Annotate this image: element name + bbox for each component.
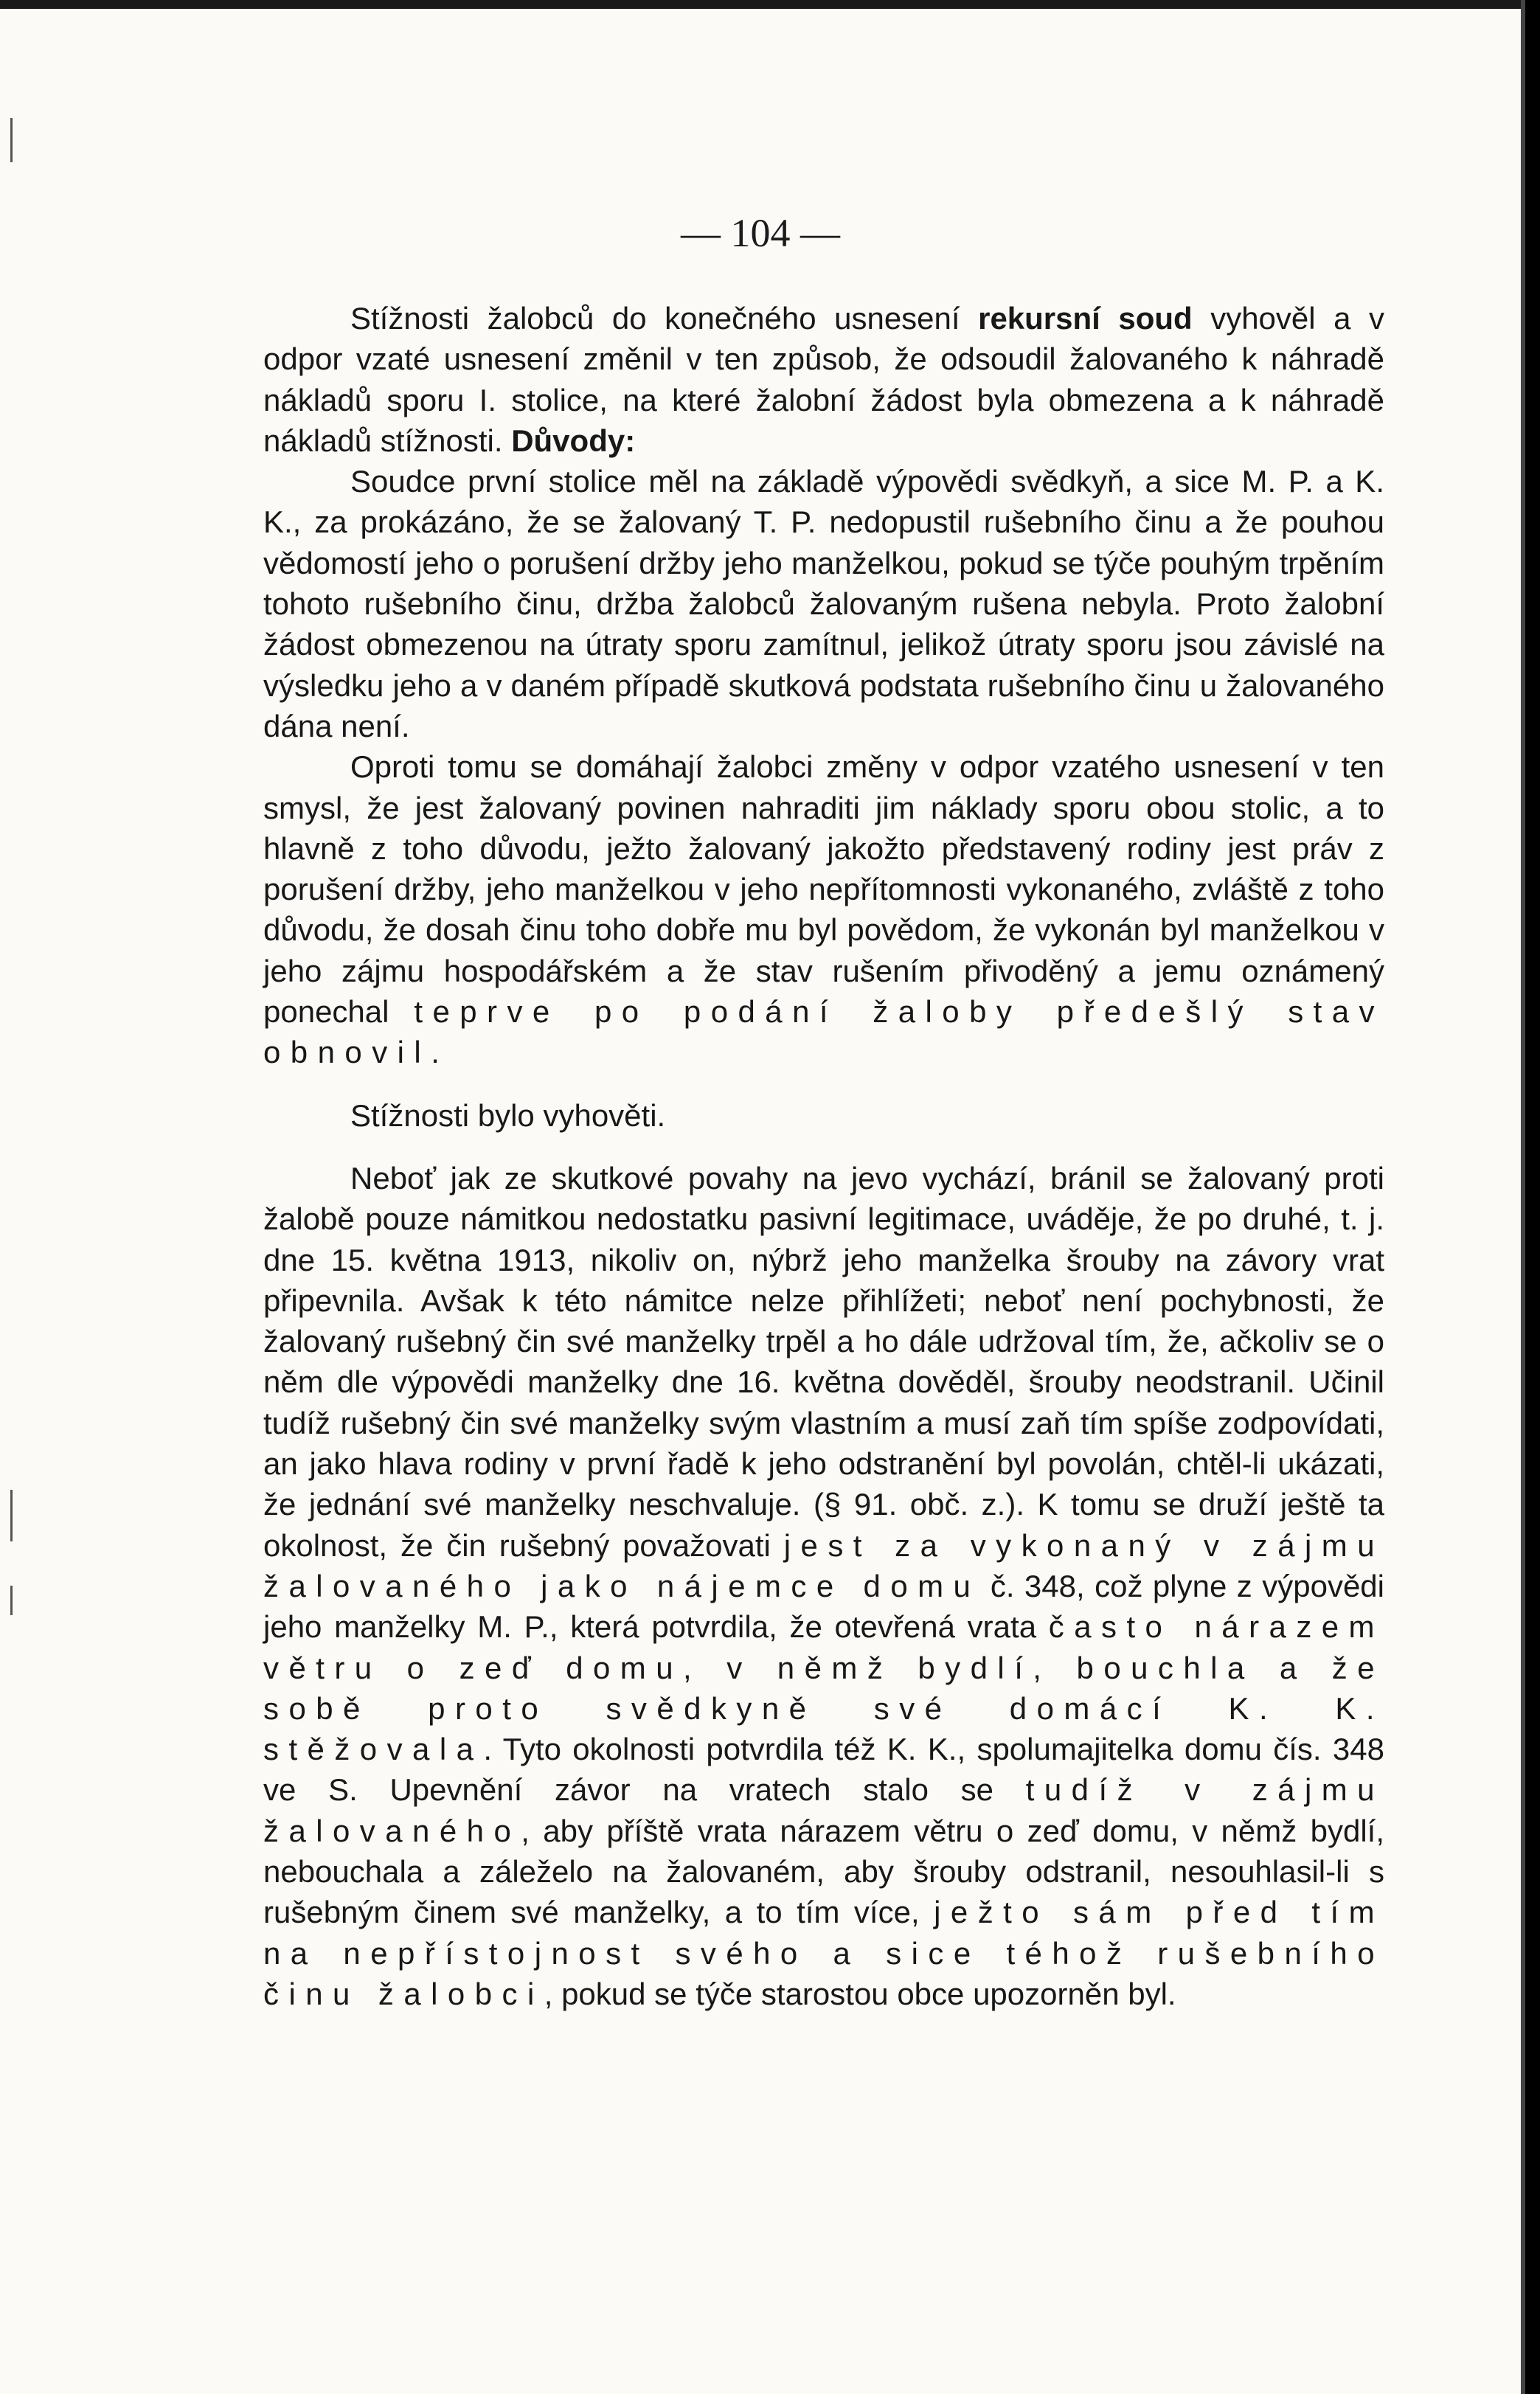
text-run: Oproti tomu se domáhají žalobci změny v odpor vzatého usnesení v ten smysl, že jest žalovaný povinen nahraditi jim náklady sporu obou stolic, a to hlavně z toho důvodu, ježto žalovaný jakožto představený rodiny jest práv z porušení držby, jeho manželkou v jeho nepřítomnosti vykonaného, zvláště z toho důvodu, že dosah činu toho dobře mu byl povědom, že vykonán byl manželkou v jeho zájmu hospodářském a že stav rušením přivoděný a jemu oznámený ponechal	[263, 749, 1384, 1030]
bold-text: rekursní soud	[978, 301, 1193, 336]
paragraph	[263, 1158, 1384, 2014]
text-run: Soudce první stolice měl na základě výpovědi svědkyň, a sice M. P. a K. K., za prokázáno, že se žalovaný T. P. nedopustil rušebního činu a že pouhou vědomostí jeho o porušení držby jeho manželkou, pokud se týče pouhým trpěním tohoto rušebního činu, držba žalobců žalovaným rušena nebyla. Proto žalobní žádost obmezenou na útraty sporu zamítnul, jelikož útraty sporu jsou závislé na výsledku jeho a v daném případě skutková podstata rušebního činu u žalovaného dána není.	[263, 464, 1384, 743]
spaced-emphasis: tudíž v zájmu žalovaného	[263, 1772, 1384, 1848]
text-run: Stížnosti žalobců do konečného usnesení	[350, 301, 979, 336]
paragraph	[263, 298, 1384, 461]
text-run: . Tyto okolnosti potvrdila též K. K., spolumajitelka domu čís. 348 ve S. Upevnění závor na vratech stalo se	[263, 1732, 1384, 1808]
text-run: vyhověl a v odpor vzaté usnesení změnil v ten způsob, že odsoudil žalovaného k náhradě nákladů sporu I. stolice, na které žalobní žádost byla obmezena a k náhradě nákladů stížnosti.	[263, 301, 1384, 458]
text-run: , aby příště vrata nárazem větru o zeď domu, v němž bydlí, nebouchala a záleželo na žalovaném, aby šrouby odstranil, nesouhlasil-li s rušebným činem své manželky, a to tím více,	[263, 1813, 1384, 1930]
spaced-emphasis: často nárazem větru o zeď domu, v němž bydlí, bouchla a že sobě proto svědkyně své domácí K. K. stěžovala	[263, 1609, 1384, 1767]
scan-top-border	[0, 0, 1521, 9]
text-run: .	[431, 1035, 440, 1070]
paragraph	[263, 746, 1384, 1072]
text-run: č. 348, což plyne z výpovědi jeho manželky M. P., která potvrdila, že otevřená vrata	[263, 1568, 1384, 1645]
page-number: — 104 —	[681, 211, 840, 255]
spaced-emphasis: ježto sám před tím na nepřístojnost svého a sice téhož rušebního činu žalobci	[263, 1895, 1384, 2011]
spaced-emphasis: jest za vykonaný v zájmu žalovaného jako nájemce domu	[263, 1527, 1384, 1603]
scan-edge-marks	[10, 89, 18, 2301]
spaced-emphasis: teprve po podání žaloby předešlý stav obnovil	[263, 994, 1384, 1070]
text-run: Stížnosti bylo vyhověti.	[350, 1097, 666, 1133]
paragraph	[263, 1095, 1384, 1136]
body-text	[263, 298, 1384, 2014]
bold-text: Důvody:	[511, 423, 636, 458]
paragraph	[263, 461, 1384, 746]
text-run: , pokud se týče starostou obce upozorněn byl.	[544, 1976, 1176, 2011]
text-run: Neboť jak ze skutkové povahy na jevo vychází, bránil se žalovaný proti žalobě pouze námitkou nedostatku pasivní legitimace, uváděje, že po druhé, t. j. dne 15. května 1913, nikoliv on, nýbrž jeho manželka šrouby na závory vrat připevnila. Avšak k této námitce nelze přihlížeti; neboť není pochybnosti, že žalovaný rušebný čin své manželky trpěl a ho dále udržoval tím, že, ačkoliv se o něm dle výpovědi manželky dne 16. května dověděl, šrouby neodstranil. Učinil tudíž rušebný čin své manželky svým vlastním a musí zaň tím spíše zodpovídati, an jako hlava rodiny v první řadě k jeho odstranění byl povolán, chtěl-li ukázati, že jednání své manželky neschvaluje. (§ 91. obč. z.). K tomu se druží ještě ta okolnost, že čin rušebný považovati	[263, 1160, 1384, 1563]
